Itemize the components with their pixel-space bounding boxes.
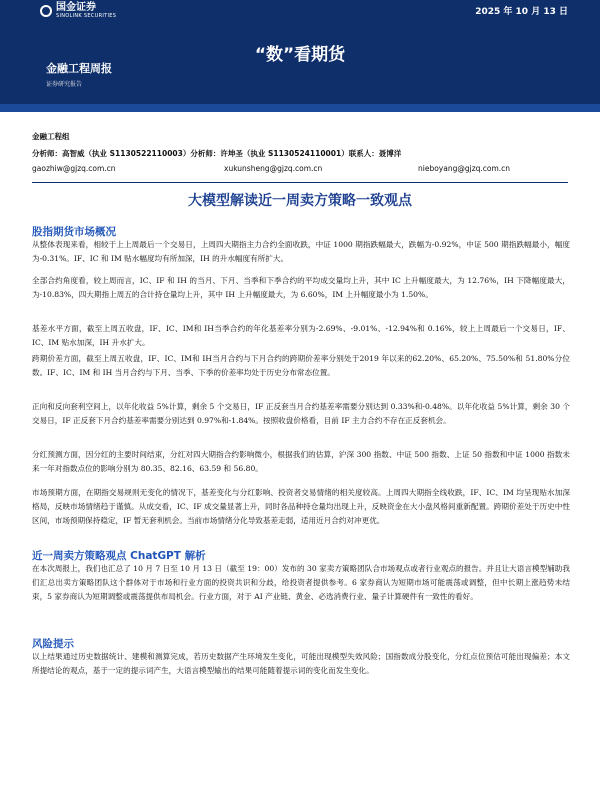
paragraph: 跨期价差方面，截至上周五收盘，IF、IC、IM和 IH当月合约与下月合约的跨期价差率分别处于2019 年以来的62.20%、65.20%、75.50%和 51.80%分位数。IF、IC、IM 和 IH 当月合约与下月、当季、下季的价差率均处于历史分布常态位置。 [32,354,570,378]
report-type: 证券研究报告 [46,81,83,88]
section-heading-market: 股指期货市场概况 [32,226,116,238]
banner-stripe [0,104,600,112]
section-heading-risk: 风险提示 [32,638,74,650]
email-link[interactable]: gaozhiw@gjzq.com.cn [32,164,116,173]
brand-name-en: SINOLINK SECURITIES [56,13,117,19]
paragraph: 在本次周报上，我们也汇总了 10 月 7 日至 10 月 13 日（截至 19：00）发布的 30 家卖方策略团队合市场观点或者行业观点的报告。并且让大语言模型辅助我们汇总出卖方策略团队这个群体对于市场和行业方面的投资共识和分歧，给投资者提供参考。6 家券商认为短期市场可能震荡或调整，但中长期上涨趋势未结束，5 家券商认为短期调整或震荡提供布局机会。行业方面，对于 AI 产业链、黄金、必选消费行业、量子计算硬件有一致性的看好。 [32,564,570,602]
email-link[interactable]: xukunsheng@gjzq.com.cn [224,164,323,173]
paragraph: 从整体表现来看，相较于上上周最后一个交易日，上周四大期指主力合约全面收跌，中证 1000 期指跌幅最大，跌幅为-0.92%，中证 500 期指跌幅最小，幅度为-0.31%。IF、IC 和 IM 贴水幅度均有所加深，IH 的升水幅度有所扩大。 [32,240,570,264]
header-banner [0,0,600,112]
analyst-line: 分析师：高智威（执业 S1130522110003）分析师：许坤圣（执业 S1130524110001）联系人：聂博洋 [32,149,402,158]
paragraph: 基差水平方面，截至上周五收盘，IF、IC、IM和 IH当季合约的年化基差率分别为-2.69%、-9.01%、-12.94%和 0.16%，较上上周最后一个交易日，IF、IC、IM 贴水加深，IH 升水扩大。 [32,324,570,348]
main-title: 大模型解读近一周卖方策略一致观点 [188,193,412,209]
report-date: 2025 年 10 月 13 日 [475,7,568,17]
section-heading-chatgpt: 近一周卖方策略观点 ChatGPT 解析 [32,550,206,562]
team-name: 金融工程组 [32,132,70,141]
paragraph: 市场预期方面，在期指交易规则无变化的情况下，基差变化与分红影响、投资者交易情绪的相关度较高。上周四大期指全线收跌，IF、IC、IM 均呈现贴水加深格局，反映市场情绪趋于谨慎。从成交看，IC、IF 成交量显著上升，同时各品种持仓量均出现上升，反映资金在大小盘风格间重新配置。跨期价差处于历史中性区间，市场预期保持稳定，IF 暂无套利机会。当前市场情绪分化导致基差走弱，适用近月合约对冲更优。 [32,488,570,526]
paragraph: 分红预测方面，因分红的主要时间结束，分红对四大期指合约影响微小，根据我们的估算，沪深 300 指数、中证 500 指数、上证 50 指数和中证 1000 指数未来一年对指数点位的影响分别为 80.35、82.16、63.59 和 56.80。 [32,450,570,474]
divider [32,182,568,183]
paragraph: 全部合约角度看，较上周而言，IC、IF 和 IH 的当月、下月、当季和下季合约的平均成交量均上升，其中 IC 上升幅度最大，为 12.76%，IH 下降幅度最大，为-10.83%，四大期指上周五的合计持仓量均上升，其中 IH 上升幅度最大，为 6.60%，IM 上升幅度最小为 1.50%。 [32,276,570,300]
paragraph: 以上结果通过历史数据统计、建模和测算完成，若历史数据产生环境发生变化，可能出现模型失效风险；国指数成分股变化，分红点位预估可能出现偏差；本文所提结论的观点，基于一定的提示词产生，大语言模型输出的结果可能随着提示词的变化而发生变化。 [32,652,570,676]
email-link[interactable]: nieboyang@gjzq.com.cn [418,164,511,173]
brand-logo [40,0,116,22]
brand-mark-icon [40,5,52,17]
report-series: 金融工程周报 [46,62,112,75]
report-title: “数”看期货 [254,45,346,65]
brand-name: 国金证券 [56,2,96,13]
paragraph: 正向和反向套利空间上，以年化收益 5%计算，剩余 5 个交易日，IF 正反套当月合约基差率需要分别达到 0.33%和-0.48%。以年化收益 5%计算，剩余 30 个交易日，IF 正反套下月合约基差率需要分别达到 0.97%和-1.84%。按照收盘价格看，目前 IF 主力合约不存在正反套机会。 [32,402,570,426]
